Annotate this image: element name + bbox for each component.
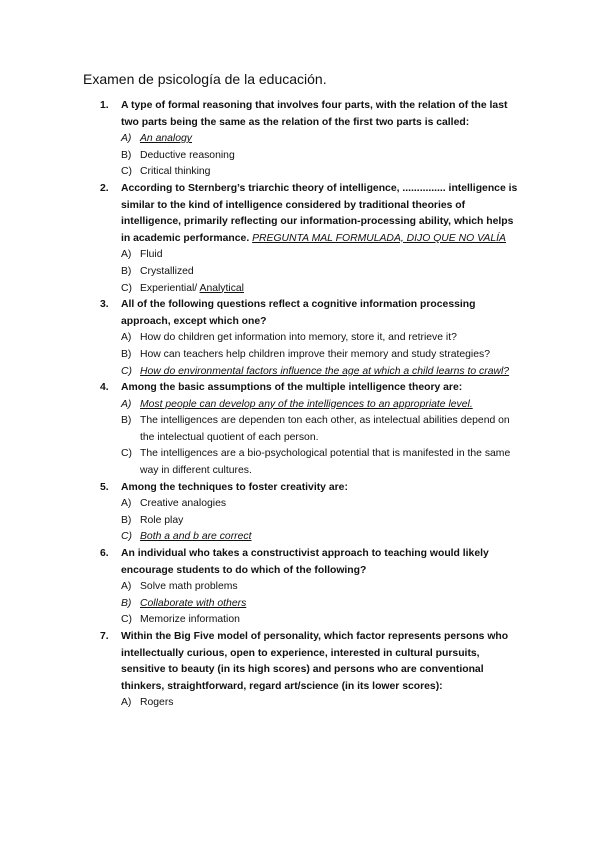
option-text: Deductive reasoning [140, 149, 235, 161]
option-item [121, 579, 520, 596]
option-text: Rogers [140, 697, 174, 709]
option-list [121, 496, 520, 546]
option-letter: A) [121, 398, 132, 410]
question-text [121, 546, 520, 579]
question-text [121, 480, 520, 497]
option-text: Critical thinking [140, 166, 211, 178]
option-list [121, 397, 520, 480]
question-1 [100, 98, 520, 181]
option-text: Experiential/ [140, 282, 198, 294]
question-number: 2. [100, 182, 109, 194]
question-body: Within the Big Five model of personality, which factor represents persons who intellectually curious, open to experience, interested in cultural pursuits, sensitive to beauty (in its high scores) and persons who are conventional thinkers, straightforward, regard art/science (in its lower scores): [121, 631, 509, 692]
question-2 [100, 181, 520, 297]
option-item [121, 131, 520, 148]
option-letter: A) [121, 133, 132, 145]
option-letter: C) [121, 282, 132, 294]
question-5 [100, 480, 520, 546]
question-number: 1. [100, 100, 109, 111]
question-body: A type of formal reasoning that involves four parts, with the relation of the last two parts being the same as the relation of the first two parts is called: [121, 100, 508, 128]
question-body: Among the techniques to foster creativity are: [121, 481, 348, 493]
option-text: The intelligences are dependen ton each other, as intelectual abilities depend on the intelectual quotient of each person. [140, 415, 510, 443]
question-3 [100, 297, 520, 380]
option-letter: A) [121, 249, 132, 261]
option-letter: B) [121, 348, 132, 360]
option-text: Most people can develop any of the intelligences to an appropriate level. [140, 398, 473, 410]
option-item [121, 148, 520, 165]
question-text [121, 380, 520, 397]
option-text: An analogy [140, 133, 192, 145]
option-letter: A) [121, 697, 132, 709]
option-item [121, 264, 520, 281]
option-list [121, 247, 520, 297]
option-text: How do environmental factors influence the age at which a child learns to crawl? [140, 365, 510, 377]
option-item [121, 247, 520, 264]
option-letter: B) [121, 415, 132, 427]
option-item [121, 596, 520, 613]
question-number: 7. [100, 631, 109, 642]
option-text: Creative analogies [140, 498, 227, 510]
option-item [121, 347, 520, 364]
option-list [121, 695, 520, 712]
question-body: An individual who takes a constructivist approach to teaching would likely encourage students to do which of the following? [121, 548, 489, 576]
option-item [121, 695, 520, 712]
question-4 [100, 380, 520, 480]
option-letter: B) [121, 265, 132, 277]
question-body: Among the basic assumptions of the multiple intelligence theory are: [121, 382, 463, 394]
question-text [121, 98, 520, 131]
option-text: Memorize information [140, 614, 240, 626]
option-letter: B) [121, 514, 132, 526]
question-text [121, 181, 520, 247]
question-number: 5. [100, 481, 109, 493]
option-letter: A) [121, 498, 132, 510]
option-item [121, 164, 520, 181]
question-note: PREGUNTA MAL FORMULADA, DIJO QUE NO VALÍA [252, 232, 506, 244]
option-text: How do children get information into memory, store it, and retrieve it? [140, 332, 457, 344]
option-item [121, 330, 520, 347]
question-list [100, 98, 520, 712]
option-text: Collaborate with others [140, 597, 247, 609]
question-body: All of the following questions reflect a cognitive information processing approach, except which one? [121, 299, 476, 327]
option-item [121, 413, 520, 446]
option-item [121, 496, 520, 513]
question-text [121, 297, 520, 330]
option-letter: C) [121, 531, 132, 543]
option-letter: C) [121, 614, 132, 626]
option-letter: A) [121, 581, 132, 593]
question-body: According to Sternberg’s triarchic theory of intelligence, ............... intelligence is similar to the kind of intelligence considered by traditional theories of intelligence, primarily reflecting our information-processing ability, which helps in academic performance. [121, 182, 518, 244]
option-letter: B) [121, 597, 132, 609]
option-text: The intelligences are a bio-psychological potential that is manifested in the same way in different cultures. [140, 448, 511, 477]
option-letter: C) [121, 365, 132, 377]
question-number: 6. [100, 548, 109, 560]
option-list [121, 330, 520, 380]
question-7 [100, 629, 520, 712]
option-list [121, 131, 520, 181]
option-item [121, 364, 520, 381]
question-number: 3. [100, 299, 109, 311]
option-text: Both a and b are correct [140, 531, 252, 543]
option-text: Solve math problems [140, 581, 238, 593]
option-text: Role play [140, 514, 184, 526]
option-item [121, 513, 520, 530]
option-text: How can teachers help children improve their memory and study strategies? [140, 348, 490, 360]
option-item [121, 397, 520, 414]
question-text [121, 629, 520, 695]
option-item [121, 281, 520, 298]
option-extra: Analytical [199, 282, 244, 294]
option-letter: A) [121, 332, 132, 344]
question-6 [100, 546, 520, 629]
option-item [121, 446, 520, 479]
option-text: Crystallized [140, 265, 194, 277]
option-item [121, 529, 520, 546]
option-item [121, 612, 520, 629]
option-text: Fluid [140, 249, 163, 261]
question-number: 4. [100, 382, 109, 394]
option-letter: C) [121, 448, 132, 460]
exam-title: Examen de psicología de la educación. [83, 71, 327, 87]
option-letter: C) [121, 166, 132, 178]
option-letter: B) [121, 149, 132, 161]
option-list [121, 579, 520, 629]
